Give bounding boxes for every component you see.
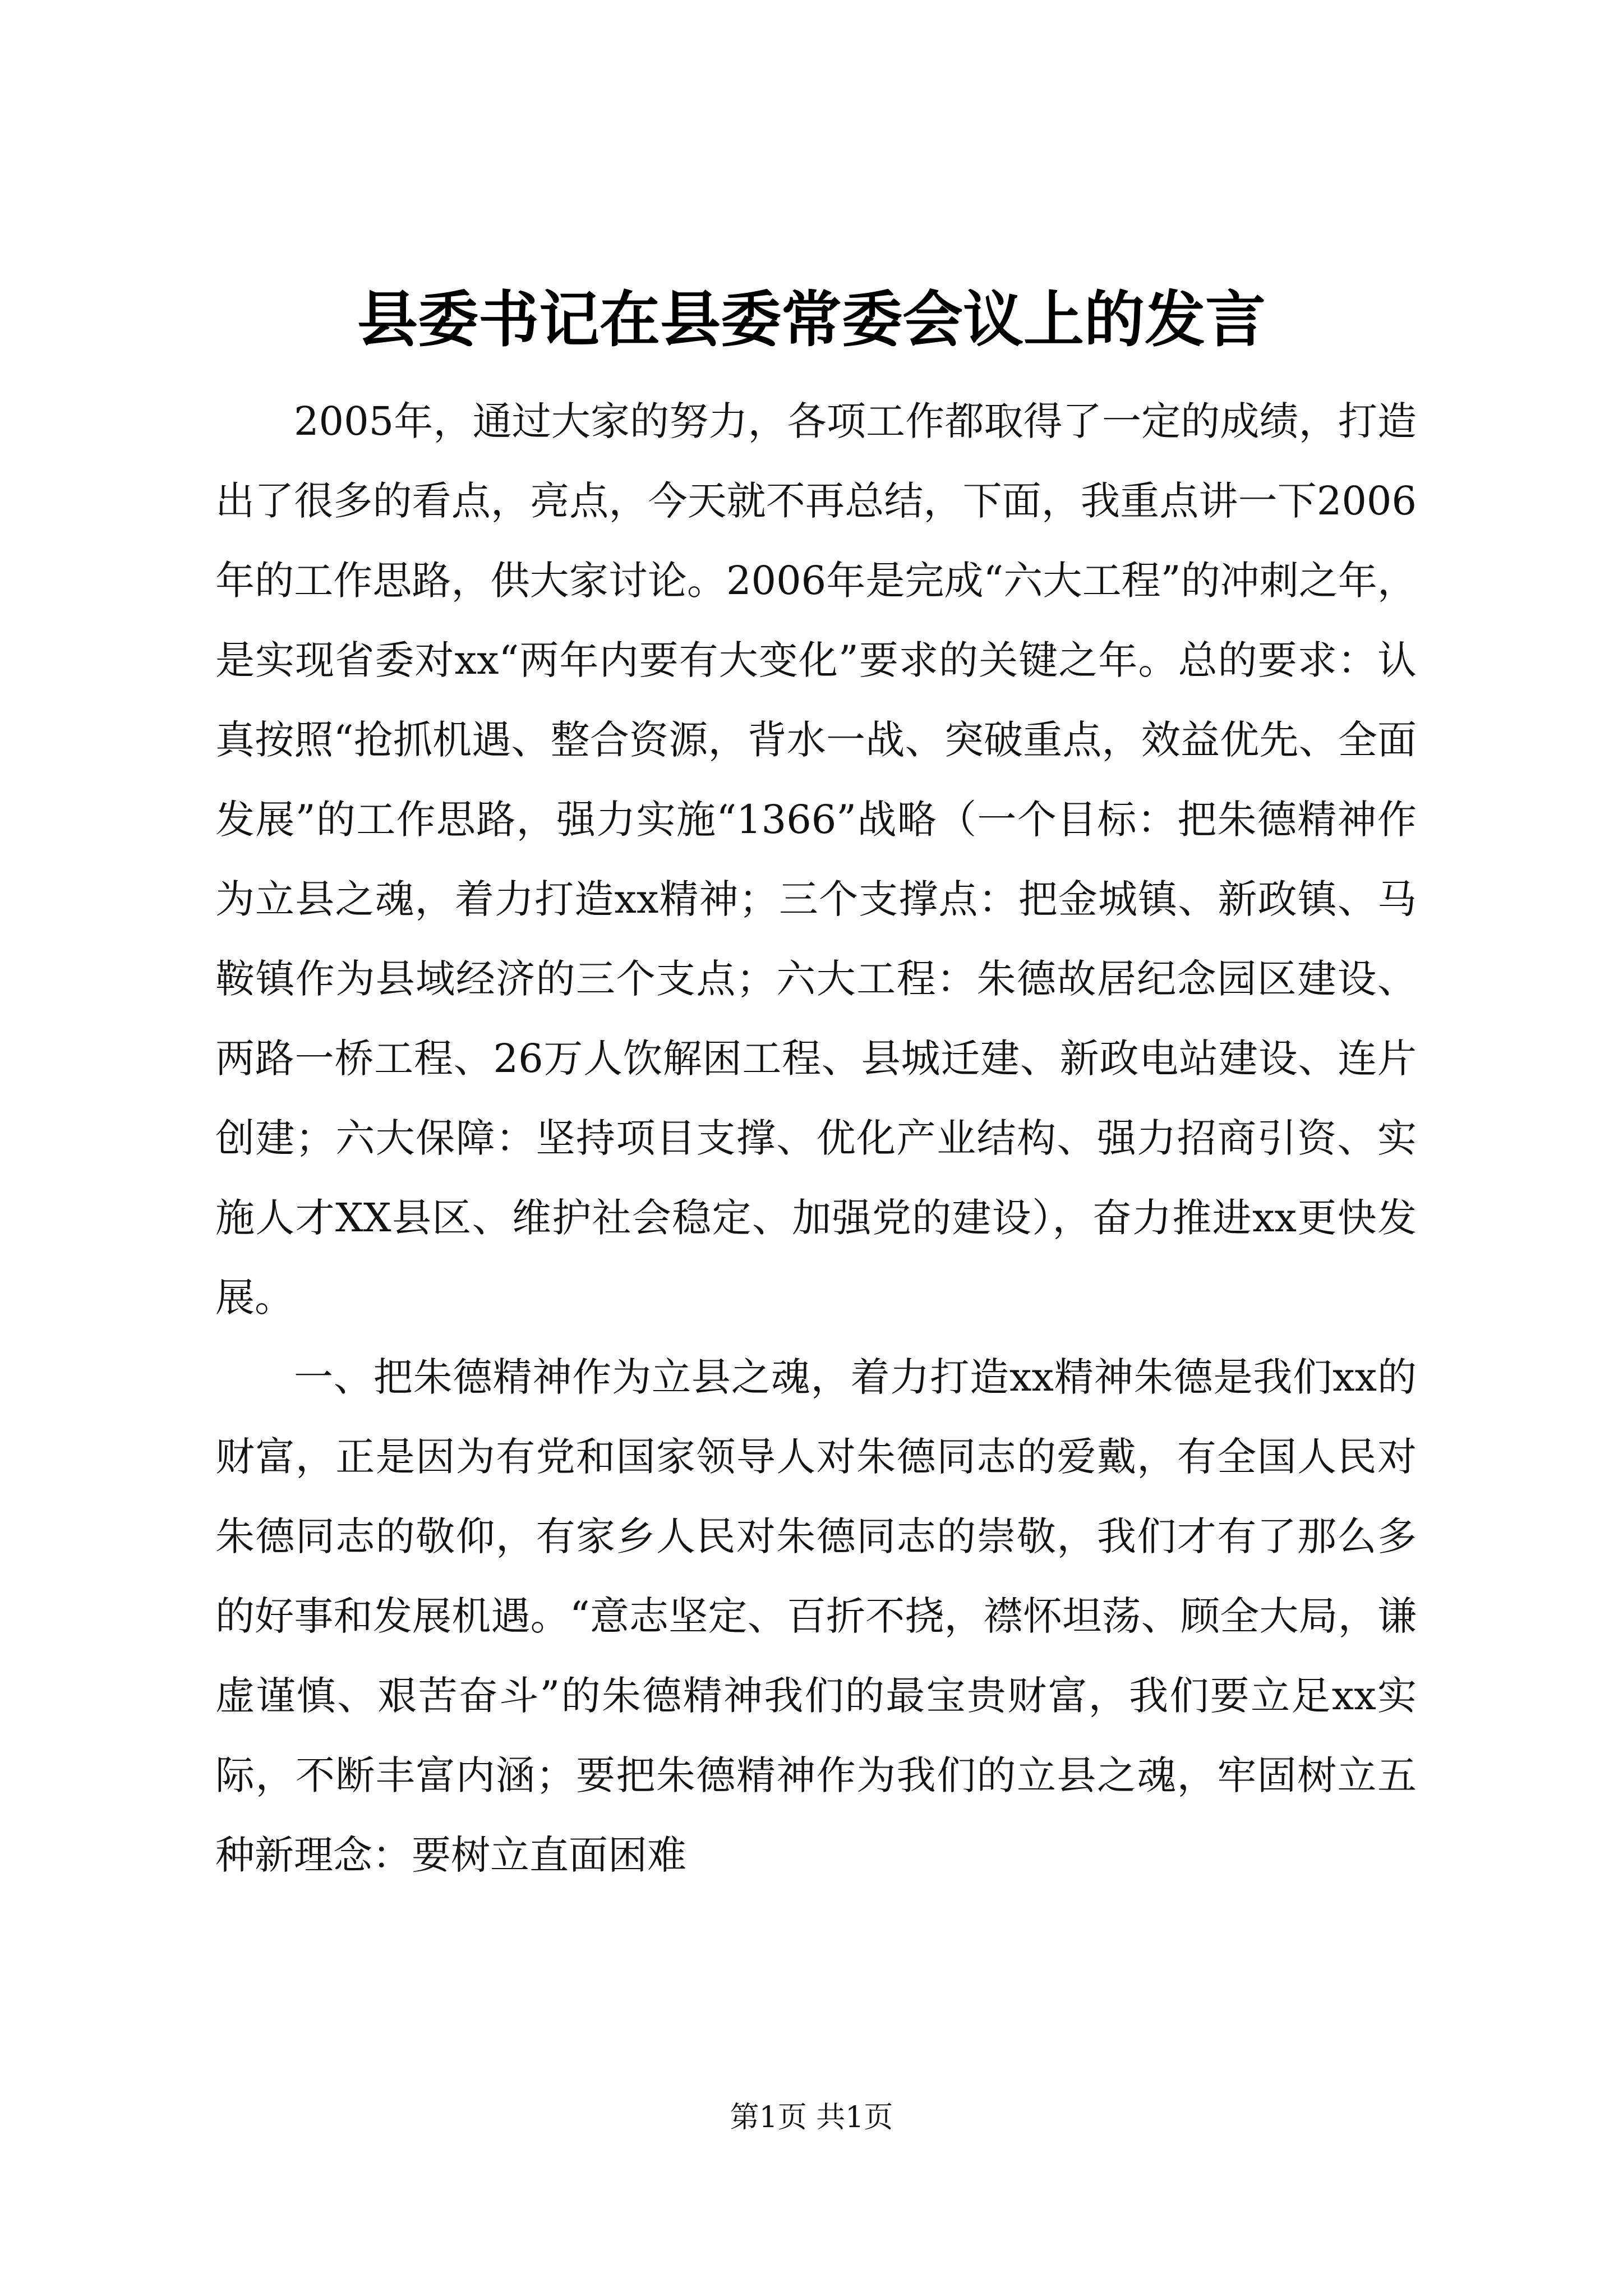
page-footer: 第1页 共1页	[730, 2101, 893, 2134]
paragraph-intro: 2005年，通过大家的努力，各项工作都取得了一定的成绩，打造出了很多的看点，亮点，今天就不再总结，下面，我重点讲一下2006年的工作思路，供大家讨论。2006年是完成“六大工程”的冲刺之年，是实现省委对xx“两年内要有大变化”要求的关键之年。总的要求：认真按照“抢抓机遇、整合资源，背水一战、突破重点，效益优先、全面发展”的工作思路，强力实施“1366”战略（一个目标：把朱德精神作为立县之魂，着力打造xx精神；三个支撑点：把金城镇、新政镇、马鞍镇作为县域经济的三个支点；六大工程：朱德故居纪念园区建设、两路一桥工程、26万人饮解困工程、县城迁建、新政电站建设、连片创建；六大保障：坚持项目支撑、优化产业结构、强力招商引资、实施人才XX县区、维护社会稳定、加强党的建设），奋力推进xx更快发展。	[215, 398, 1417, 1320]
document-body	[215, 381, 1417, 1895]
paragraph-section-one: 一、把朱德精神作为立县之魂，着力打造xx精神朱德是我们xx的财富，正是因为有党和国家领导人对朱德同志的爱戴，有全国人民对朱德同志的敬仰，有家乡人民对朱德同志的崇敬，我们才有了那么多的好事和发展机遇。“意志坚定、百折不挠，襟怀坦荡、顾全大局，谦虚谨慎、艰苦奋斗”的朱德精神我们的最宝贵财富，我们要立足xx实际，不断丰富内涵；要把朱德精神作为我们的立县之魂，牢固树立五种新理念：要树立直面困难	[215, 1354, 1417, 1878]
document-title: 县委书记在县委常委会议上的发言	[357, 284, 1266, 355]
